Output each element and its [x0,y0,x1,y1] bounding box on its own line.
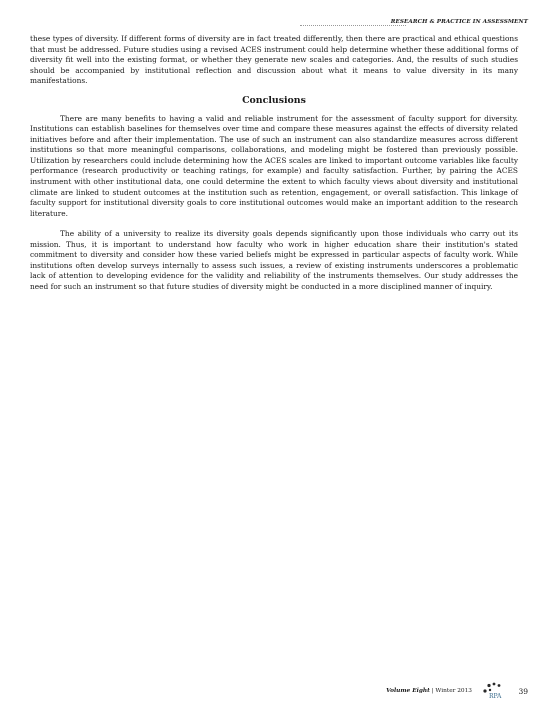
page-footer [368,681,528,701]
header-dotted-rule [300,25,406,26]
conclusions-paragraph-2: The ability of a university to realize its diversity goals depends significantly upon those individuals who carry out its mission. Thus, it is important to understand how faculty who work in higher education share their institution's stated commitment to diversity and consider how these varied beliefs might be expressed in particular aspects of faculty work. While institutions often develop surveys internally to assess such issues, a review of existing instruments underscores a problematic lack of attention to developing evidence for the validity and reliability of the instruments themselves. Our study addresses the need for such an instrument so that future studies of diversity might be conducted in a more disciplined manner of inquiry. [30,229,518,291]
journal-running-title: RESEARCH & PRACTICE IN ASSESSMENT [390,19,528,25]
season-label: Winter 2013 [435,688,472,694]
volume-label: Volume Eight [386,688,430,694]
issue-info [386,688,472,694]
rpa-logo-icon [480,682,508,700]
footer-separator: | [431,688,434,694]
running-header [300,19,528,29]
conclusions-paragraph-1: There are many benefits to having a valid and reliable instrument for the assessment of faculty support for diversity. Institutions can establish baselines for themselves over time and compare these measures against the effects of diversity related initiatives before and after their implementation. The use of such an instrument can also standardize measures across different institutions so that more meaningful comparisons, collaborations, and modeling might be fostered than previously possible. Utilization by researchers could include determining how the ACES scales are linked to important outcome variables like faculty performance (research productivity or teaching ratings, for example) and faculty satisfaction. Further, by pairing the ACES instrument with other institutional data, one could determine the extent to which faculty views about diversity and institutional climate are linked to student outcomes at the institution such as retention, engagement, or overall satisfaction. This linkage of faculty support for institutional diversity goals to core institutional outcomes would make an important addition to the research literature. [30,113,518,218]
svg-text:RPA: RPA [489,693,502,700]
section-heading: Conclusions [242,94,306,106]
page-number: 39 [518,687,528,696]
intro-paragraph: these types of diversity. If different forms of diversity are in fact treated differently, then there are practical and ethical questions that must be addressed. Future studies using a revised ACES instrument could help determine whether these additional forms of diversity fit well into the existing format, or whether they generate new scales and categories. And, the results of such studies should be accompanied by institutional reflection and discussion about what it means to value diversity in its many manifestations. [30,34,518,86]
article-body [30,34,518,292]
